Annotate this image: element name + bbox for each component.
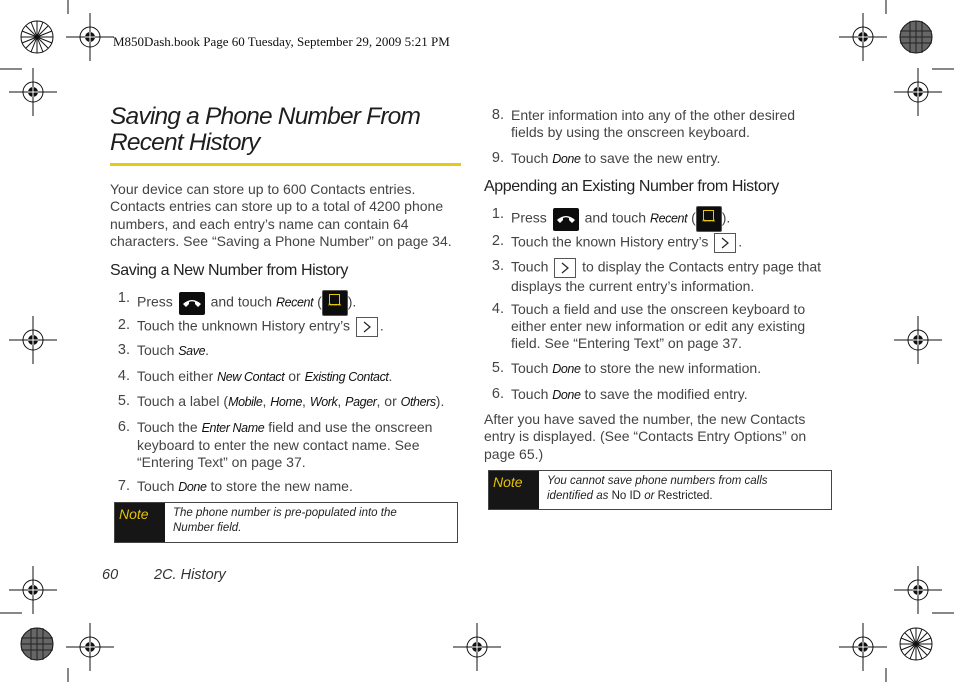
intro-line: characters. See “Saving a Phone Number” on page 34. [110, 232, 452, 249]
step-new-9: 9. Touch Done to save the new entry. [491, 150, 721, 166]
forward-arrow-icon [714, 233, 736, 253]
intro-line: Contacts entries can store up to a total of 4200 phone [110, 198, 444, 215]
note-text: You cannot save phone numbers from calls identified as No ID or Restricted. [547, 475, 768, 502]
step-new-8: 8. Enter information into any of the other desired fields by using the onscreen keyboard. [491, 107, 796, 140]
note-label: Note [115, 503, 165, 542]
step-append-2: 2. Touch the known History entry’s . [484, 233, 834, 253]
note-box-left [114, 502, 458, 543]
title-line-1: Saving a Phone Number From [110, 103, 421, 130]
forward-arrow-icon [554, 258, 576, 278]
after-line: page 65.) [484, 445, 544, 462]
recent-history-icon: Recent [696, 206, 722, 232]
step-new-1: 1. Press and touch Recent ( Recent ). [110, 290, 460, 314]
step-append-5: 5. Touch Done to store the new information. [491, 360, 762, 376]
after-line: After you have saved the number, the new Contacts [484, 411, 806, 427]
intro-paragraph [110, 181, 452, 250]
note-box-right [488, 470, 832, 510]
section-heading-append: Appending an Existing Number from History [484, 178, 779, 195]
note-text: The phone number is pre-populated into the Number field. [173, 507, 397, 534]
after-paragraph [484, 411, 806, 463]
after-line: entry is displayed. (See “Contacts Entry Options” on [484, 428, 807, 445]
step-new-5: 5. Touch a label (Mobile, Home, Work, Pager, or Others). [117, 393, 445, 409]
step-new-6: 6. Touch the Enter Name field and use the onscreen keyboard to enter the new contact name. See “Entering Text” on page 37. [117, 419, 433, 470]
step-new-3: 3. Touch Save. [117, 342, 210, 358]
footer-section: 2C. History [154, 567, 226, 583]
intro-line: Your device can store up to 600 Contacts entries. [110, 181, 416, 197]
step-append-6: 6. Touch Done to save the modified entry. [491, 386, 748, 402]
step-new-2: 2. Touch the unknown History entry’s . [110, 317, 460, 337]
intro-line: numbers, and each entry’s name can contain 64 [110, 215, 409, 232]
recent-history-icon: Recent [322, 290, 348, 316]
step-append-1: 1. Press and touch Recent ( Recent ). [484, 206, 834, 230]
step-new-4: 4. Touch either New Contact or Existing Contact. [117, 368, 393, 384]
note-label: Note [489, 471, 539, 509]
talk-key-icon [179, 292, 205, 315]
footer-page-number: 60 [102, 567, 119, 583]
title-line-2: Recent History [110, 129, 260, 156]
step-new-7: 7. Touch Done to store the new name. [117, 478, 353, 494]
talk-key-icon [553, 208, 579, 231]
page-title [110, 104, 470, 156]
print-header: M850Dash.book Page 60 Tuesday, September 29, 2009 5:21 PM [113, 34, 450, 49]
forward-arrow-icon [356, 317, 378, 337]
step-append-3: 3. Touch to display the Contacts entry page that displays the current entry’s information. [491, 258, 822, 294]
section-heading-new: Saving a New Number from History [110, 262, 348, 279]
step-append-4: 4. Touch a field and use the onscreen keyboard to either enter new information or edit any existing field. See “Entering Text” on page 37. [491, 301, 806, 351]
title-rule [110, 163, 461, 166]
